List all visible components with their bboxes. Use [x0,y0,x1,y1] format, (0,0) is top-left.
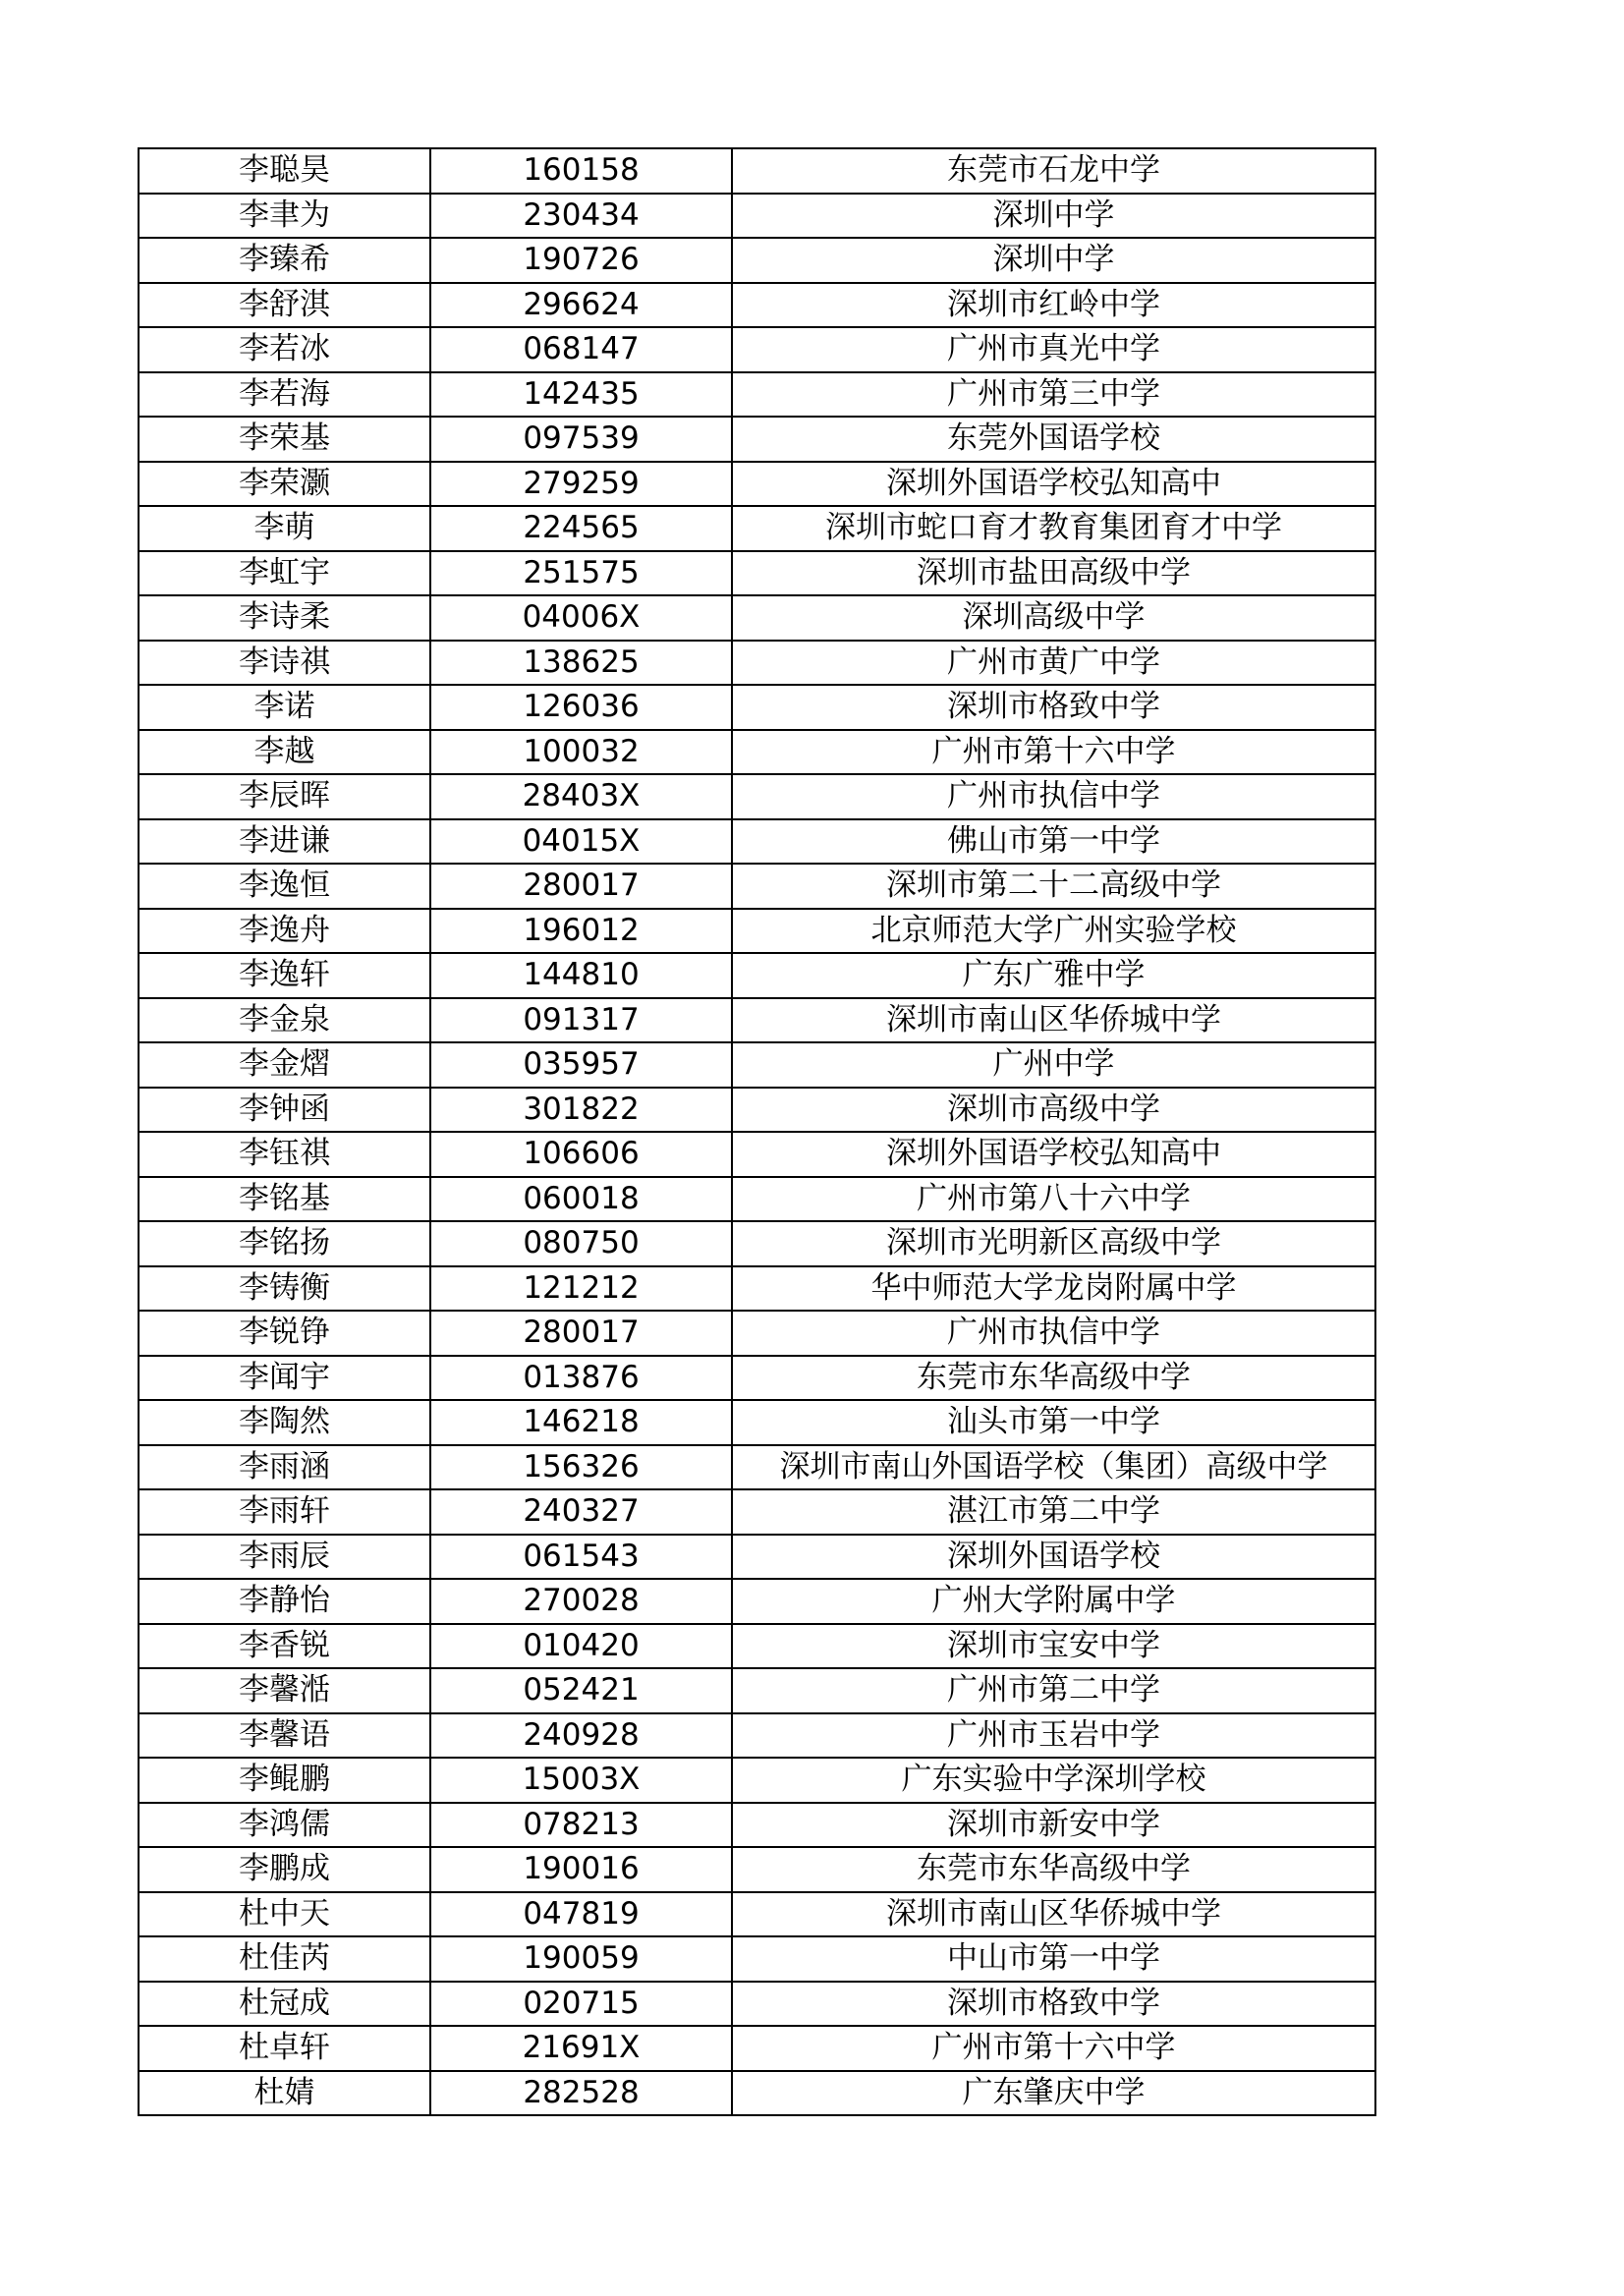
student-id-cell: 060018 [430,1177,732,1222]
student-id-cell: 251575 [430,551,732,596]
student-id-cell: 270028 [430,1579,732,1624]
school-cell: 广州市执信中学 [732,774,1375,819]
table-row [139,953,1375,998]
table-row [139,1221,1375,1266]
student-id-cell: 138625 [430,641,732,686]
student-id-cell: 296624 [430,283,732,328]
table-row [139,506,1375,551]
table-row [139,2026,1375,2071]
table-row [139,1535,1375,1580]
student-name-cell: 李雨轩 [139,1489,430,1535]
student-id-cell: 156326 [430,1445,732,1490]
table-row [139,1400,1375,1445]
table-row [139,641,1375,686]
school-cell: 广州大学附属中学 [732,1579,1375,1624]
table-row [139,1758,1375,1803]
student-id-cell: 28403X [430,774,732,819]
student-id-cell: 126036 [430,685,732,730]
student-id-cell: 190016 [430,1847,732,1892]
student-name-cell: 李进谦 [139,819,430,865]
table-row [139,1445,1375,1490]
student-name-cell: 杜佳芮 [139,1936,430,1982]
table-row [139,551,1375,596]
school-cell: 广州市第十六中学 [732,2026,1375,2071]
student-name-cell: 李逸舟 [139,909,430,954]
school-cell: 深圳市蛇口育才教育集团育才中学 [732,506,1375,551]
table-row [139,1356,1375,1401]
table-row [139,1311,1375,1356]
roster-body [139,148,1375,2115]
student-id-cell: 279259 [430,462,732,507]
student-id-cell: 04006X [430,595,732,641]
table-row [139,1042,1375,1088]
table-row [139,1088,1375,1133]
school-cell: 深圳市盐田高级中学 [732,551,1375,596]
student-id-cell: 106606 [430,1132,732,1177]
student-id-cell: 240928 [430,1713,732,1759]
table-row [139,1892,1375,1937]
school-cell: 深圳市格致中学 [732,1982,1375,2027]
school-cell: 深圳中学 [732,194,1375,239]
school-cell: 广州中学 [732,1042,1375,1088]
student-id-cell: 224565 [430,506,732,551]
student-id-cell: 240327 [430,1489,732,1535]
school-cell: 深圳外国语学校 [732,1535,1375,1580]
table-row [139,148,1375,194]
student-id-cell: 142435 [430,372,732,418]
school-cell: 广州市黄广中学 [732,641,1375,686]
student-name-cell: 李锐铮 [139,1311,430,1356]
student-name-cell: 杜卓轩 [139,2026,430,2071]
student-name-cell: 李若冰 [139,327,430,372]
table-row [139,730,1375,775]
student-name-cell: 李聪昊 [139,148,430,194]
student-name-cell: 李钰祺 [139,1132,430,1177]
table-row [139,462,1375,507]
student-id-cell: 097539 [430,417,732,462]
student-id-cell: 078213 [430,1803,732,1848]
school-cell: 北京师范大学广州实验学校 [732,909,1375,954]
table-row [139,1489,1375,1535]
school-cell: 深圳市第二十二高级中学 [732,864,1375,909]
table-row [139,283,1375,328]
school-cell: 深圳外国语学校弘知高中 [732,462,1375,507]
student-name-cell: 李雨涵 [139,1445,430,1490]
school-cell: 深圳市南山区华侨城中学 [732,998,1375,1043]
table-row [139,1579,1375,1624]
student-id-cell: 280017 [430,1311,732,1356]
student-name-cell: 李钟函 [139,1088,430,1133]
student-id-cell: 280017 [430,864,732,909]
student-id-cell: 100032 [430,730,732,775]
school-cell: 广州市第十六中学 [732,730,1375,775]
table-row [139,1936,1375,1982]
school-cell: 深圳市光明新区高级中学 [732,1221,1375,1266]
student-id-cell: 190726 [430,238,732,283]
student-id-cell: 146218 [430,1400,732,1445]
student-name-cell: 李舒淇 [139,283,430,328]
table-row [139,1982,1375,2027]
student-name-cell: 李虹宇 [139,551,430,596]
student-name-cell: 李诗柔 [139,595,430,641]
student-name-cell: 李辰晖 [139,774,430,819]
student-id-cell: 013876 [430,1356,732,1401]
school-cell: 广州市第八十六中学 [732,1177,1375,1222]
student-name-cell: 李鹏成 [139,1847,430,1892]
student-id-cell: 15003X [430,1758,732,1803]
table-row [139,1803,1375,1848]
student-id-cell: 230434 [430,194,732,239]
student-name-cell: 李诗祺 [139,641,430,686]
school-cell: 广州市第三中学 [732,372,1375,418]
school-cell: 深圳市格致中学 [732,685,1375,730]
table-row [139,774,1375,819]
school-cell: 深圳市南山外国语学校（集团）高级中学 [732,1445,1375,1490]
school-cell: 深圳市宝安中学 [732,1624,1375,1669]
table-row [139,327,1375,372]
student-name-cell: 李鲲鹏 [139,1758,430,1803]
school-cell: 广州市玉岩中学 [732,1713,1375,1759]
student-name-cell: 李荣灏 [139,462,430,507]
school-cell: 深圳市高级中学 [732,1088,1375,1133]
student-id-cell: 160158 [430,148,732,194]
table-row [139,194,1375,239]
student-id-cell: 196012 [430,909,732,954]
student-id-cell: 052421 [430,1668,732,1713]
student-name-cell: 李雨辰 [139,1535,430,1580]
table-row [139,998,1375,1043]
table-row [139,1847,1375,1892]
student-name-cell: 杜婧 [139,2071,430,2116]
school-cell: 华中师范大学龙岗附属中学 [732,1266,1375,1312]
student-name-cell: 杜中天 [139,1892,430,1937]
school-cell: 深圳中学 [732,238,1375,283]
student-name-cell: 李聿为 [139,194,430,239]
student-name-cell: 李诺 [139,685,430,730]
table-row [139,1668,1375,1713]
student-id-cell: 121212 [430,1266,732,1312]
student-id-cell: 068147 [430,327,732,372]
school-cell: 东莞市石龙中学 [732,148,1375,194]
school-cell: 广东实验中学深圳学校 [732,1758,1375,1803]
student-id-cell: 020715 [430,1982,732,2027]
student-id-cell: 282528 [430,2071,732,2116]
student-name-cell: 李萌 [139,506,430,551]
student-name-cell: 李馨湉 [139,1668,430,1713]
table-row [139,372,1375,418]
student-name-cell: 李馨语 [139,1713,430,1759]
school-cell: 深圳市南山区华侨城中学 [732,1892,1375,1937]
school-cell: 广东肇庆中学 [732,2071,1375,2116]
student-name-cell: 李越 [139,730,430,775]
school-cell: 广州市真光中学 [732,327,1375,372]
table-row [139,819,1375,865]
student-name-cell: 李金泉 [139,998,430,1043]
school-cell: 深圳高级中学 [732,595,1375,641]
student-name-cell: 李金熠 [139,1042,430,1088]
student-id-cell: 061543 [430,1535,732,1580]
school-cell: 广东广雅中学 [732,953,1375,998]
student-name-cell: 李闻宇 [139,1356,430,1401]
school-cell: 广州市第二中学 [732,1668,1375,1713]
student-id-cell: 144810 [430,953,732,998]
student-name-cell: 杜冠成 [139,1982,430,2027]
student-name-cell: 李铸衡 [139,1266,430,1312]
table-row [139,2071,1375,2116]
student-id-cell: 04015X [430,819,732,865]
student-id-cell: 047819 [430,1892,732,1937]
table-row [139,1266,1375,1312]
school-cell: 深圳市红岭中学 [732,283,1375,328]
table-row [139,1132,1375,1177]
student-id-cell: 080750 [430,1221,732,1266]
student-id-cell: 21691X [430,2026,732,2071]
student-name-cell: 李荣基 [139,417,430,462]
school-cell: 中山市第一中学 [732,1936,1375,1982]
school-cell: 佛山市第一中学 [732,819,1375,865]
student-name-cell: 李若海 [139,372,430,418]
student-name-cell: 李逸恒 [139,864,430,909]
student-id-cell: 035957 [430,1042,732,1088]
school-cell: 汕头市第一中学 [732,1400,1375,1445]
student-name-cell: 李铭扬 [139,1221,430,1266]
student-name-cell: 李陶然 [139,1400,430,1445]
student-name-cell: 李逸轩 [139,953,430,998]
student-name-cell: 李静怡 [139,1579,430,1624]
school-cell: 湛江市第二中学 [732,1489,1375,1535]
table-row [139,1624,1375,1669]
student-id-cell: 010420 [430,1624,732,1669]
school-cell: 东莞市东华高级中学 [732,1356,1375,1401]
school-cell: 深圳市新安中学 [732,1803,1375,1848]
school-cell: 广州市执信中学 [732,1311,1375,1356]
school-cell: 深圳外国语学校弘知高中 [732,1132,1375,1177]
student-name-cell: 李香锐 [139,1624,430,1669]
table-row [139,417,1375,462]
table-row [139,685,1375,730]
student-id-cell: 091317 [430,998,732,1043]
student-name-cell: 李臻希 [139,238,430,283]
student-id-cell: 190059 [430,1936,732,1982]
table-row [139,864,1375,909]
table-row [139,909,1375,954]
school-cell: 东莞外国语学校 [732,417,1375,462]
table-row [139,1177,1375,1222]
student-name-cell: 李铭基 [139,1177,430,1222]
school-cell: 东莞市东华高级中学 [732,1847,1375,1892]
student-name-cell: 李鸿儒 [139,1803,430,1848]
student-id-cell: 301822 [430,1088,732,1133]
table-row [139,1713,1375,1759]
roster-table [138,147,1376,2116]
table-row [139,595,1375,641]
table-row [139,238,1375,283]
